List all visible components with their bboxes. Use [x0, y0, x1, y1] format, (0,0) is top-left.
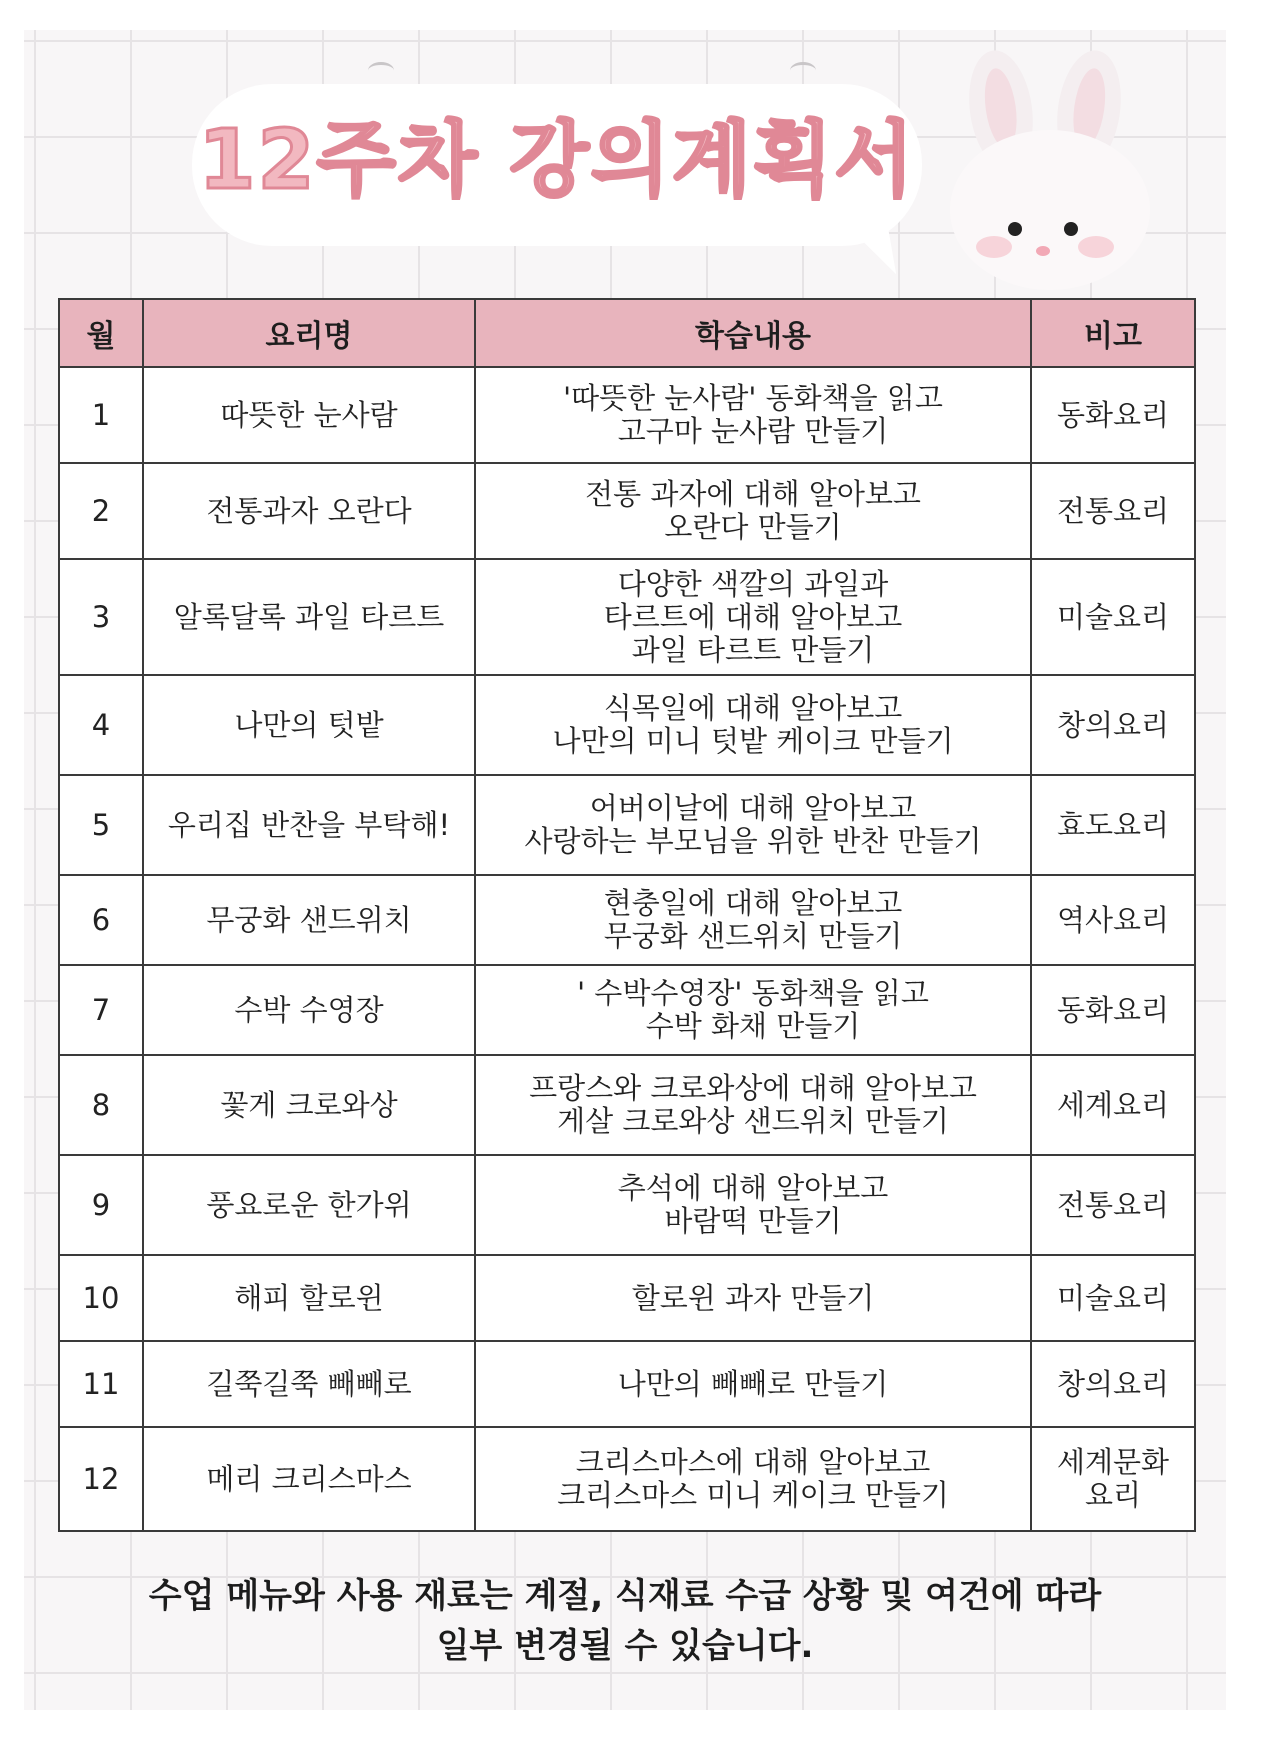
row-note: 동화요리	[1031, 367, 1195, 463]
row-learning-content: '따뜻한 눈사람' 동화책을 읽고 고구마 눈사람 만들기	[475, 367, 1031, 463]
row-number: 5	[59, 775, 143, 875]
pin-mark-left	[368, 62, 394, 79]
row-dish-name: 무궁화 샌드위치	[143, 875, 475, 965]
row-note: 창의요리	[1031, 675, 1195, 775]
row-dish-name: 따뜻한 눈사람	[143, 367, 475, 463]
row-dish-name: 알록달록 과일 타르트	[143, 559, 475, 675]
header-dish: 요리명	[143, 299, 475, 367]
table-row	[59, 1341, 1195, 1427]
row-learning-content: 어버이날에 대해 알아보고 사랑하는 부모님을 위한 반찬 만들기	[475, 775, 1031, 875]
row-note: 세계문화 요리	[1031, 1427, 1195, 1531]
table-row	[59, 775, 1195, 875]
bunny-head	[950, 130, 1150, 290]
row-learning-content: 나만의 빼빼로 만들기	[475, 1341, 1031, 1427]
row-learning-content: 할로윈 과자 만들기	[475, 1255, 1031, 1341]
table-row	[59, 965, 1195, 1055]
row-learning-content: 전통 과자에 대해 알아보고 오란다 만들기	[475, 463, 1031, 559]
table-row	[59, 559, 1195, 675]
row-number: 8	[59, 1055, 143, 1155]
row-learning-content: ' 수박수영장' 동화책을 읽고 수박 화채 만들기	[475, 965, 1031, 1055]
table-row	[59, 1255, 1195, 1341]
table-row	[59, 1055, 1195, 1155]
page-title: 12주차 강의계획서	[198, 113, 916, 208]
row-note: 동화요리	[1031, 965, 1195, 1055]
bunny-left-cheek	[976, 236, 1012, 258]
row-note: 미술요리	[1031, 1255, 1195, 1341]
bunny-right-cheek	[1078, 236, 1114, 258]
row-number: 9	[59, 1155, 143, 1255]
row-note: 세계요리	[1031, 1055, 1195, 1155]
footer-notice-line-1: 수업 메뉴와 사용 재료는 계절, 식재료 수급 상황 및 여건에 따라	[148, 1576, 1102, 1616]
row-dish-name: 풍요로운 한가위	[143, 1155, 475, 1255]
table-row	[59, 367, 1195, 463]
row-note: 창의요리	[1031, 1341, 1195, 1427]
row-number: 6	[59, 875, 143, 965]
row-learning-content: 프랑스와 크로와상에 대해 알아보고 게살 크로와상 샌드위치 만들기	[475, 1055, 1031, 1155]
footer-notice-line-2: 일부 변경될 수 있습니다.	[436, 1626, 814, 1666]
row-number: 7	[59, 965, 143, 1055]
row-number: 10	[59, 1255, 143, 1341]
row-learning-content: 현충일에 대해 알아보고 무궁화 샌드위치 만들기	[475, 875, 1031, 965]
table-header-row	[59, 299, 1195, 367]
bunny-illustration	[940, 50, 1160, 280]
row-note: 전통요리	[1031, 1155, 1195, 1255]
row-note: 전통요리	[1031, 463, 1195, 559]
row-dish-name: 메리 크리스마스	[143, 1427, 475, 1531]
row-learning-content: 식목일에 대해 알아보고 나만의 미니 텃밭 케이크 만들기	[475, 675, 1031, 775]
lesson-plan-table	[58, 298, 1196, 1532]
bunny-right-eye	[1064, 222, 1078, 236]
table-row	[59, 1155, 1195, 1255]
table-row	[59, 1427, 1195, 1531]
row-learning-content: 크리스마스에 대해 알아보고 크리스마스 미니 케이크 만들기	[475, 1427, 1031, 1531]
row-learning-content: 추석에 대해 알아보고 바람떡 만들기	[475, 1155, 1031, 1255]
table-row	[59, 463, 1195, 559]
row-dish-name: 수박 수영장	[143, 965, 475, 1055]
row-number: 3	[59, 559, 143, 675]
row-number: 12	[59, 1427, 143, 1531]
row-number: 11	[59, 1341, 143, 1427]
row-learning-content: 다양한 색깔의 과일과 타르트에 대해 알아보고 과일 타르트 만들기	[475, 559, 1031, 675]
table-row	[59, 675, 1195, 775]
row-dish-name: 길쭉길쭉 빼빼로	[143, 1341, 475, 1427]
row-number: 4	[59, 675, 143, 775]
header-note: 비고	[1031, 299, 1195, 367]
row-dish-name: 전통과자 오란다	[143, 463, 475, 559]
row-dish-name: 나만의 텃밭	[143, 675, 475, 775]
table-row	[59, 875, 1195, 965]
pin-mark-right	[790, 62, 816, 79]
bunny-left-eye	[1008, 222, 1022, 236]
row-dish-name: 우리집 반찬을 부탁해!	[143, 775, 475, 875]
row-note: 역사요리	[1031, 875, 1195, 965]
row-note: 효도요리	[1031, 775, 1195, 875]
row-note: 미술요리	[1031, 559, 1195, 675]
header-content: 학습내용	[475, 299, 1031, 367]
row-dish-name: 꽃게 크로와상	[143, 1055, 475, 1155]
bunny-nose	[1036, 246, 1050, 256]
row-number: 2	[59, 463, 143, 559]
row-dish-name: 해피 할로윈	[143, 1255, 475, 1341]
header-month: 월	[59, 299, 143, 367]
row-number: 1	[59, 367, 143, 463]
